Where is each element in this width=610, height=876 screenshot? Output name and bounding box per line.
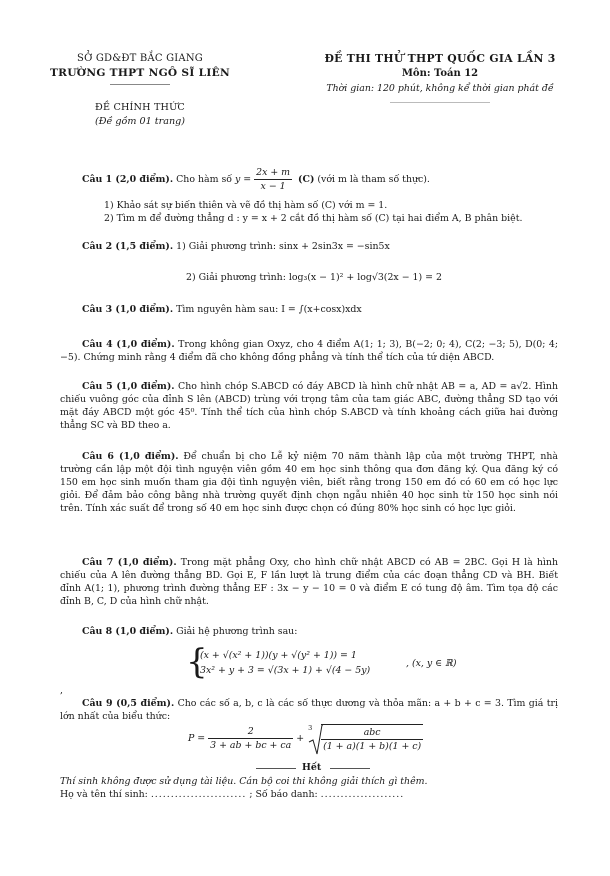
question-8 [60,625,558,638]
question-5-label: Câu 5 (1,0 điểm). [82,381,175,392]
header-divider [110,84,170,85]
system-brace-icon: { [186,642,208,682]
question-2 [60,240,558,253]
name-label: Họ và tên thí sinh: [60,789,148,800]
question-1-intro: Cho hàm số [176,174,232,185]
question-9-label: Câu 9 (0,5 điểm). [82,698,175,709]
header-right-divider [390,102,490,103]
root-index: 3 [308,724,313,732]
system-equation-1: (x + √(x² + 1))(y + √(y² + 1)) = 1 [200,650,357,661]
p-prefix: P = [188,733,206,744]
fraction-1-denominator: 3 + ab + bc + ca [210,740,292,751]
question-6-label: Câu 6 (1,0 điểm). [82,451,179,462]
question-8-label: Câu 8 (1,0 điểm). [82,626,174,637]
fraction-denominator: x − 1 [260,181,286,192]
system-domain: , (x, y ∈ ℝ) [406,658,457,669]
question-9-expression [188,724,423,753]
stray-comma: , [60,685,63,696]
page-count: (Đề gồm 01 trang) [94,116,186,127]
fraction-numerator: 2x + m [256,167,291,178]
question-8-text: Giải hệ phương trình sau: [176,626,298,637]
footer-note: Thí sinh không được sử dụng tài liệu. Cán bộ coi thi không giải thích gì thêm. [60,776,428,787]
name-blank[interactable]: ........................ [150,789,247,800]
question-1-fraction [254,166,292,193]
end-marker [60,761,558,775]
end-line-right [330,768,370,769]
question-1-part-2: 2) Tìm m để đường thẳng d : y = x + 2 cắt đồ thị hàm số (C) tại hai điểm A, B phân biệt. [104,213,523,224]
question-5 [60,380,558,432]
question-1-part-1: 1) Khảo sát sự biến thiên và vẽ đồ thị hàm số (C) với m = 1. [104,200,388,211]
question-3-label: Câu 3 (1,0 điểm). [82,304,174,315]
header-left [40,52,240,128]
exam-title: ĐỀ THI THỬ THPT QUỐC GIA LẦN 3 [324,52,556,65]
candidate-info [60,788,558,801]
question-5-text: Cho hình chóp S.ABCD có đáy ABCD là hình chữ nhật AB = a, AD = a√2. Hình chiếu vuông góc của đỉnh S lên (ABCD) trùng với trọng tâm của tam giác ABC, đường thẳng SD tạo với mặt đáy ABCD một góc 45⁰. Tính thể tích của hình chóp S.ABCD và tính khoảng cách giữa hai đường thẳng SC và BD theo a. [60,381,558,431]
id-blank[interactable]: ..................... [320,789,405,800]
question-3 [60,303,558,316]
question-2-label: Câu 2 (1,5 điểm). [82,241,174,252]
question-7 [60,556,558,608]
question-7-text: Trong mặt phẳng Oxy, cho hình chữ nhật ABCD có AB = 2BC. Gọi H là hình chiếu của A lên đường thẳng BD. Gọi E, F lần lượt là trung điểm của các đoạn thẳng CD và BH. Biết đỉnh A(1; 1), phương trình đường thẳng EF : 3x − y − 10 = 0 và điểm E có tung độ âm. Tìm tọa độ các đỉnh B, C, D của hình chữ nhật. [60,557,558,607]
exam-subject: Môn: Toán 12 [401,68,479,79]
plus-sign: + [296,733,305,744]
question-9 [60,697,558,723]
fraction-2-numerator: abc [321,726,423,740]
fraction-2-denominator: (1 + a)(1 + b)(1 + c) [323,741,422,752]
system-equation-2: 3x² + y + 3 = √(3x + 1) + √(4 − 5y) [200,665,371,676]
footer [60,761,558,801]
expression-fraction-2 [321,724,423,753]
question-1-func: y = [234,174,252,185]
question-3-text: Tìm nguyên hàm sau: I = ∫(x+cosx)xdx [176,304,362,315]
question-9-text: Cho các số a, b, c là các số thực dương và thỏa mãn: a + b + c = 3. Tìm giá trị lớn nhất của biểu thức: [60,698,558,722]
end-line-left [256,768,296,769]
id-label: Số báo danh: [255,789,318,800]
school-name: TRƯỜNG THPT NGÔ SĨ LIÊN [49,67,230,79]
department-name: SỞ GD&ĐT BẮC GIANG [77,53,203,64]
question-6 [60,450,558,515]
header-right [290,52,590,103]
question-4 [60,338,558,364]
cube-root [307,724,423,753]
question-1-label: Câu 1 (2,0 điểm). [82,174,174,185]
curve-label: (C) [298,174,315,185]
question-4-text: Trong không gian Oxyz, cho 4 điểm A(1; 1; 3), B(−2; 0; 4), C(2; −3; 5), D(0; 4; −5). Chứng minh rằng 4 điểm đã cho không đồng phẳng và tính thể tích của tứ diện ABCD. [60,339,558,363]
question-7-label: Câu 7 (1,0 điểm). [82,557,177,568]
radical-sign-icon [307,724,323,756]
info-separator: ; [249,789,253,800]
end-label: Hết [302,762,322,773]
question-1 [60,166,558,225]
official-label: ĐỀ CHÍNH THỨC [95,102,185,113]
question-2-part-1: 1) Giải phương trình: sinx + 2sin3x = −sin5x [176,241,390,252]
exam-time: Thời gian: 120 phút, không kể thời gian phát đề [326,83,554,94]
fraction-1-numerator: 2 [208,725,293,739]
question-2-part-2: 2) Giải phương trình: log₃(x − 1)² + log√3(2x − 1) = 2 [186,272,442,283]
question-6-text: Để chuẩn bị cho Lễ kỷ niệm 70 năm thành lập của một trường THPT, nhà trường cần lập một đội tình nguyện viên gồm 40 em học sinh thông qua đơn đăng ký. Qua đăng ký có 150 em học sinh muốn tham gia đội tình nguyện viên, biết rằng trong 150 em đó có 60 em có học lực giỏi. Để đảm bảo công bằng nhà trường quyết định chọn ngẫu nhiên 40 học sinh từ 150 học sinh nói trên. Tính xác suất để trong số 40 em học sinh được chọn có đúng 80% học sinh có học lực giỏi. [60,451,558,514]
question-4-label: Câu 4 (1,0 điểm). [82,339,175,350]
question-1-note: (với m là tham số thực). [317,174,430,185]
expression-fraction-1 [208,725,293,752]
